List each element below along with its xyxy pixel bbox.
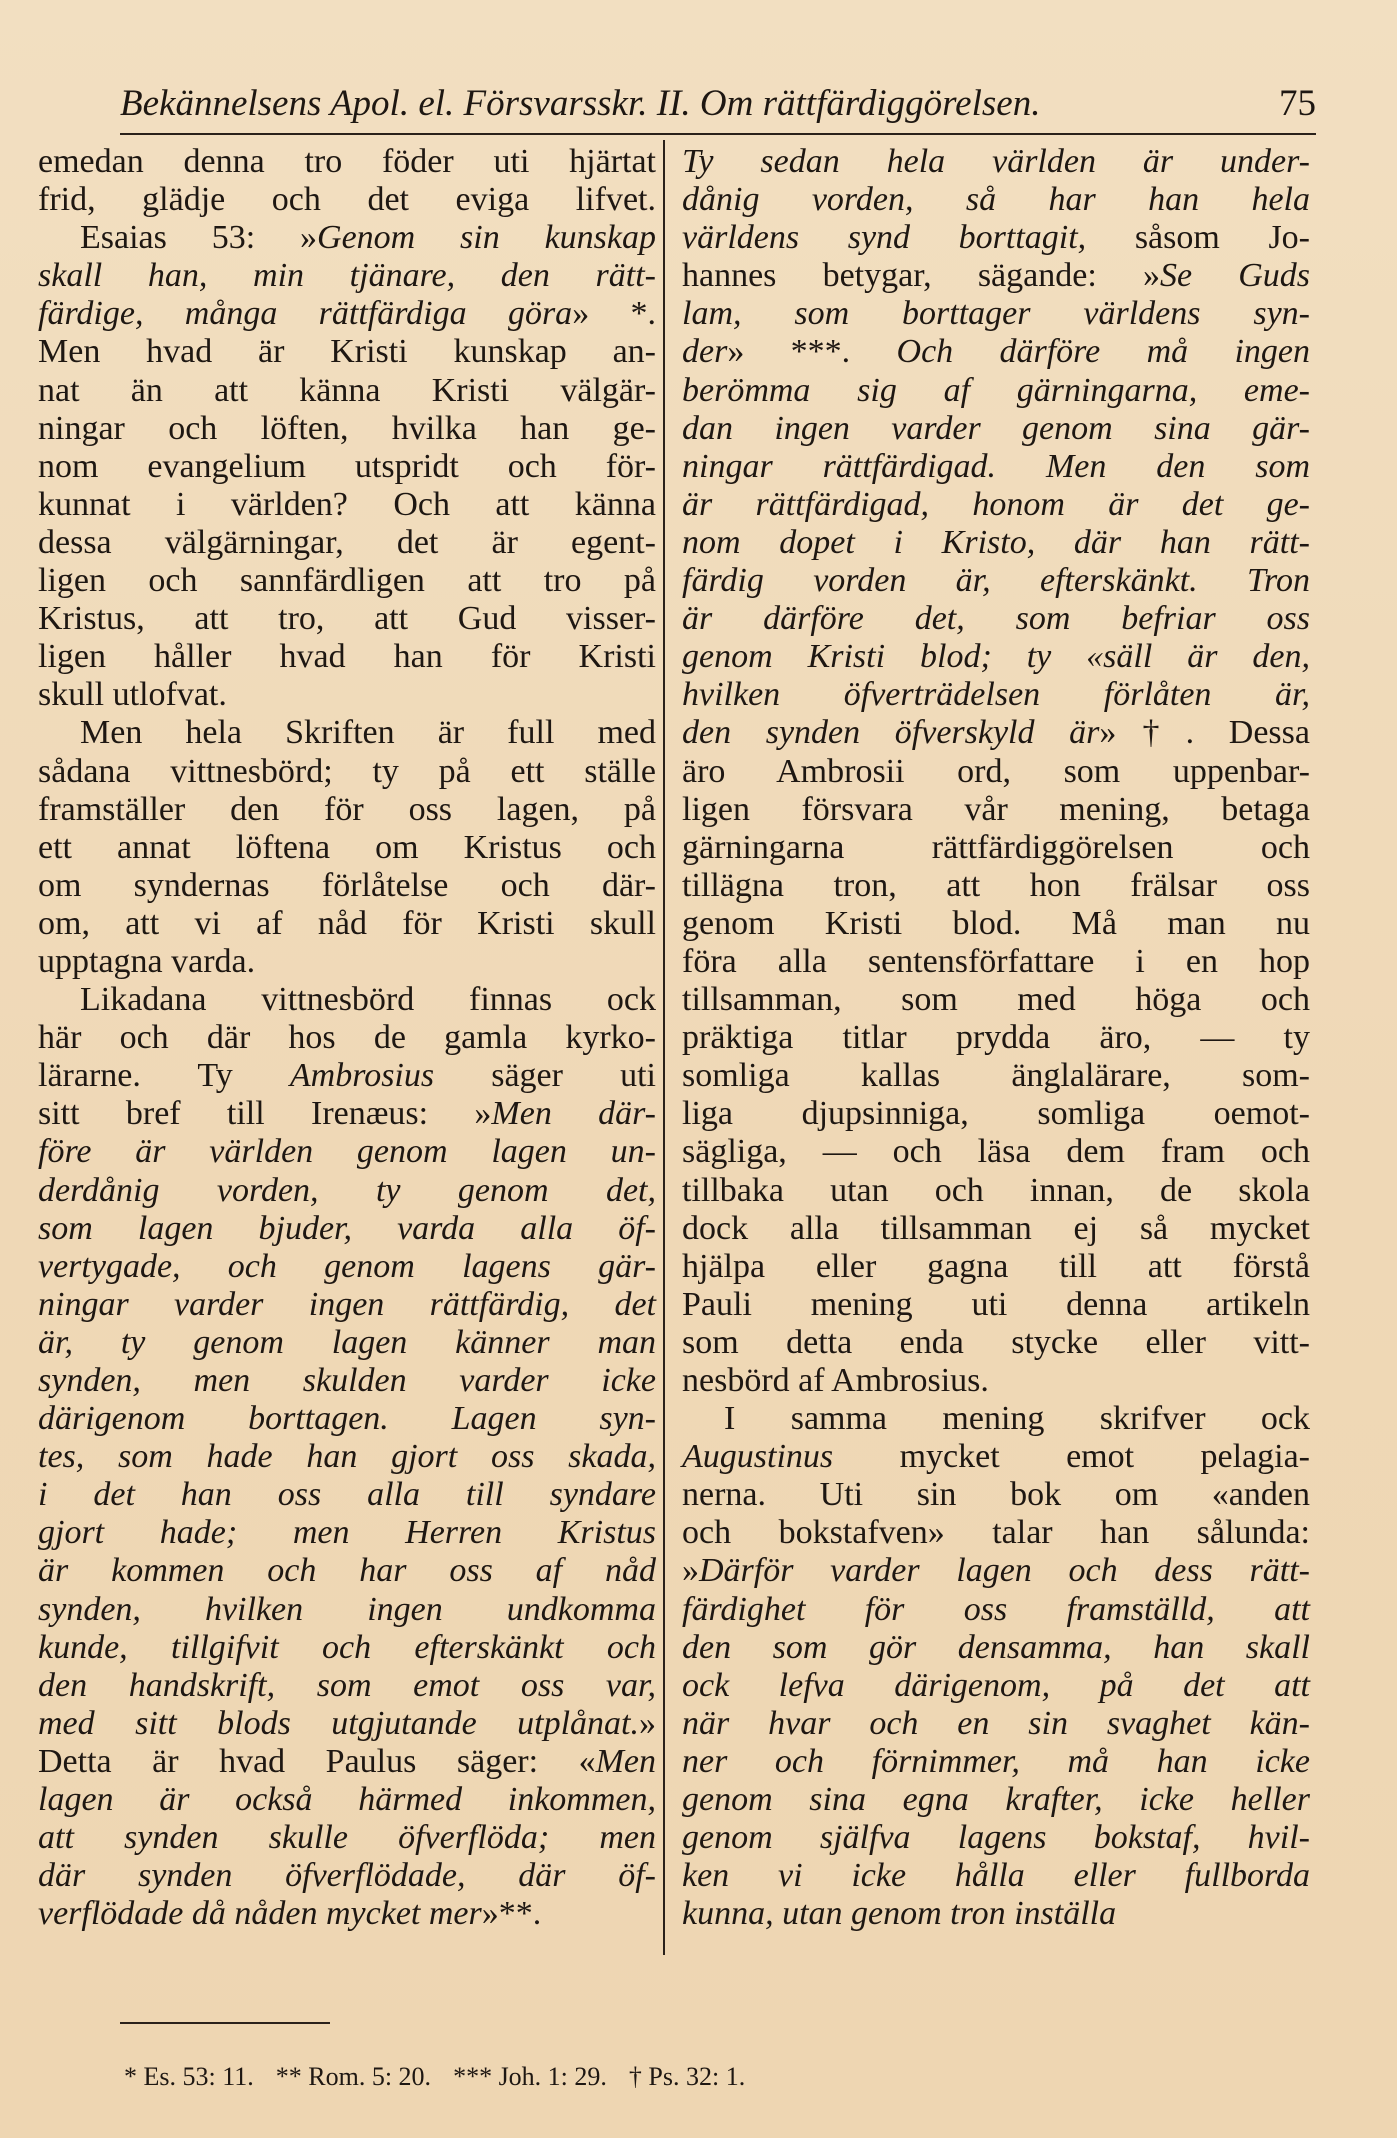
text-line: med sitt blods utgjutande utplånat.» <box>38 1704 656 1742</box>
footnote: ** Rom. 5: 20. <box>275 2062 432 2091</box>
text-line: färdige, många rättfärdiga göra» *. <box>38 295 657 333</box>
text-line: dånig vorden, så har han hela <box>682 181 1310 219</box>
text-line: Men hvad är Kristi kunskap an- <box>38 333 656 371</box>
text-line: kunde, tillgifvit och efterskänkt och <box>38 1628 656 1666</box>
text-line: är därföre det, som befriar oss <box>682 600 1310 638</box>
text-line: världens synd borttagit, såsom Jo- <box>682 219 1310 257</box>
text-line: ock lefva därigenom, på det att <box>682 1666 1310 1704</box>
text-line: ken vi icke hålla eller fullborda <box>682 1857 1310 1895</box>
text-line: kunnat i världen? Och att känna <box>38 485 656 523</box>
text-line: der» ***. Och därföre må ingen <box>682 333 1311 371</box>
text-line: nesbörd af Ambrosius. <box>682 1362 989 1399</box>
text-line: sådana vittnesbörd; ty på ett ställe <box>38 752 656 790</box>
text-line: nom evangelium utspridt och för- <box>38 447 656 485</box>
text-line: i det han oss alla till syndare <box>38 1476 656 1514</box>
running-header <box>120 82 1316 126</box>
text-line: Esaias 53: »Genom sin kunskap <box>80 219 656 257</box>
text-line: är rättfärdigad, honom är det ge- <box>682 485 1310 523</box>
text-line: lärarne. Ty Ambrosius säger uti <box>38 1057 656 1095</box>
text-line: är kommen och har oss af nåd <box>38 1552 656 1590</box>
text-line: sitt bref till Irenæus: »Men där- <box>38 1095 656 1133</box>
text-line: före är världen genom lagen un- <box>38 1133 656 1171</box>
text-line: den som gör densamma, han skall <box>682 1628 1310 1666</box>
text-line: tes, som hade han gjort oss skada, <box>38 1438 656 1476</box>
text-line: som lagen bjuder, varda alla öf- <box>38 1209 656 1247</box>
text-line: somliga kallas änglalärare, som- <box>682 1057 1310 1095</box>
text-line: är, ty genom lagen känner man <box>38 1323 656 1361</box>
text-line: dan ingen varder genom sina gär- <box>682 409 1310 447</box>
text-line: den synden öfverskyld är»†. Dessa <box>682 714 1310 752</box>
text-line: när hvar och en sin svaghet kän- <box>682 1704 1310 1742</box>
text-line: genom Kristi blod; ty «säll är den, <box>682 638 1310 676</box>
text-line: liga djupsinniga, somliga oemot- <box>682 1095 1310 1133</box>
text-line: ningar rättfärdigad. Men den som <box>682 447 1310 485</box>
footnote: * Es. 53: 11. <box>124 2062 254 2091</box>
text-line: ligen och sannfärdligen att tro på <box>38 562 656 600</box>
text-line: I samma mening skrifver ock <box>724 1400 1310 1438</box>
text-line: Likadana vittnesbörd finnas ock <box>80 981 656 1019</box>
text-line: hvilken öfverträdelsen förlåten är, <box>682 676 1310 714</box>
text-line: ligen försvara vår mening, betaga <box>682 790 1310 828</box>
left-column <box>38 143 656 1933</box>
text-line: som detta enda stycke eller vitt- <box>682 1323 1310 1361</box>
text-line: vertygade, och genom lagens gär- <box>38 1247 656 1285</box>
text-line: färdighet för oss framställd, att <box>682 1590 1310 1628</box>
text-line: framställer den för oss lagen, på <box>38 790 656 828</box>
text-line: föra alla sentensförfattare i en hop <box>682 942 1310 980</box>
text-line: färdig vorden är, efterskänkt. Tron <box>682 562 1310 600</box>
text-line: hannes betygar, sägande: »Se Guds <box>682 257 1310 295</box>
text-line: dock alla tillsamman ej så mycket <box>682 1209 1310 1247</box>
header-rule <box>120 133 1316 135</box>
text-line: ett annat löftena om Kristus och <box>38 828 656 866</box>
text-line: den handskrift, som emot oss var, <box>38 1666 656 1704</box>
text-line: verflödade då nåden mycket mer»**. <box>38 1895 542 1933</box>
text-line: nom dopet i Kristo, där han rätt- <box>682 523 1310 561</box>
text-line: »Därför varder lagen och dess rätt- <box>682 1552 1310 1590</box>
page-number: 75 <box>1279 83 1316 124</box>
text-line: frid, glädje och det eviga lifvet. <box>38 181 656 219</box>
text-line: att synden skulle öfverflöda; men <box>38 1819 656 1857</box>
text-line: genom själfva lagens bokstaf, hvil- <box>682 1819 1310 1857</box>
text-line: äro Ambrosii ord, som uppenbar- <box>682 752 1310 790</box>
text-line: synden, hvilken ingen undkomma <box>38 1590 656 1628</box>
footnote-rule <box>120 2022 330 2024</box>
text-line: hjälpa eller gagna till att förstå <box>682 1247 1310 1285</box>
text-line: lam, som borttager världens syn- <box>682 295 1310 333</box>
text-line: och bokstafven» talar han sålunda: <box>682 1514 1310 1552</box>
text-line: berömma sig af gärningarna, eme- <box>682 371 1310 409</box>
text-line: präktiga titlar prydda äro, — ty <box>682 1019 1310 1057</box>
text-line: tillbaka utan och innan, de skola <box>682 1171 1310 1209</box>
text-line: ner och förnimmer, må han icke <box>682 1742 1310 1780</box>
text-line: nerna. Uti sin bok om «anden <box>682 1476 1310 1514</box>
column-divider <box>663 140 665 1955</box>
text-line: skall han, min tjänare, den rätt- <box>38 257 656 295</box>
text-line: upptagna varda. <box>38 942 256 980</box>
text-line: genom sina egna krafter, icke heller <box>682 1781 1310 1819</box>
text-line: Detta är hvad Paulus säger: «Men <box>38 1742 656 1780</box>
text-line: Augustinus mycket emot pelagia- <box>682 1438 1310 1476</box>
text-line: Kristus, att tro, att Gud visser- <box>38 600 656 638</box>
text-line: skull utlofvat. <box>38 676 227 714</box>
text-line: gjort hade; men Herren Kristus <box>38 1514 656 1552</box>
text-line: derdånig vorden, ty genom det, <box>38 1171 656 1209</box>
text-line: ningar och löften, hvilka han ge- <box>38 409 656 447</box>
text-line: nat än att känna Kristi välgär- <box>38 371 656 409</box>
text-line: dessa välgärningar, det är egent- <box>38 523 656 561</box>
text-line: om syndernas förlåtelse och där- <box>38 866 656 904</box>
text-line: Pauli mening uti denna artikeln <box>682 1285 1310 1323</box>
text-line: ligen håller hvad han för Kristi <box>38 638 656 676</box>
text-line: genom Kristi blod. Må man nu <box>682 904 1310 942</box>
text-line: där synden öfverflödade, där öf- <box>38 1857 656 1895</box>
text-line: ningar varder ingen rättfärdig, det <box>38 1285 656 1323</box>
running-title: Bekännelsens Apol. el. Försvarsskr. II. Om rättfärdiggörelsen. <box>120 83 1041 124</box>
text-line: här och där hos de gamla kyrko- <box>38 1019 656 1057</box>
text-line: sägliga, — och läsa dem fram och <box>682 1133 1310 1171</box>
text-line: Ty sedan hela världen är under- <box>682 143 1310 180</box>
footnote: † Ps. 32: 1. <box>628 2062 746 2091</box>
text-line: om, att vi af nåd för Kristi skull <box>38 904 656 942</box>
text-line: därigenom borttagen. Lagen syn- <box>38 1400 656 1438</box>
text-line: kunna, utan genom tron inställa <box>682 1895 1117 1933</box>
footnotes <box>124 2062 1254 2092</box>
text-line: Men hela Skriften är full med <box>80 714 656 752</box>
footnote: *** Joh. 1: 29. <box>453 2062 607 2091</box>
right-column <box>682 143 1310 1933</box>
text-line: tillägna tron, att hon frälsar oss <box>682 866 1310 904</box>
text-line: synden, men skulden varder icke <box>38 1362 656 1399</box>
text-line: lagen är också härmed inkommen, <box>38 1781 656 1819</box>
text-line: tillsamman, som med höga och <box>682 981 1310 1019</box>
text-line: emedan denna tro föder uti hjärtat <box>38 143 656 180</box>
text-line: gärningarna rättfärdiggörelsen och <box>682 828 1310 866</box>
